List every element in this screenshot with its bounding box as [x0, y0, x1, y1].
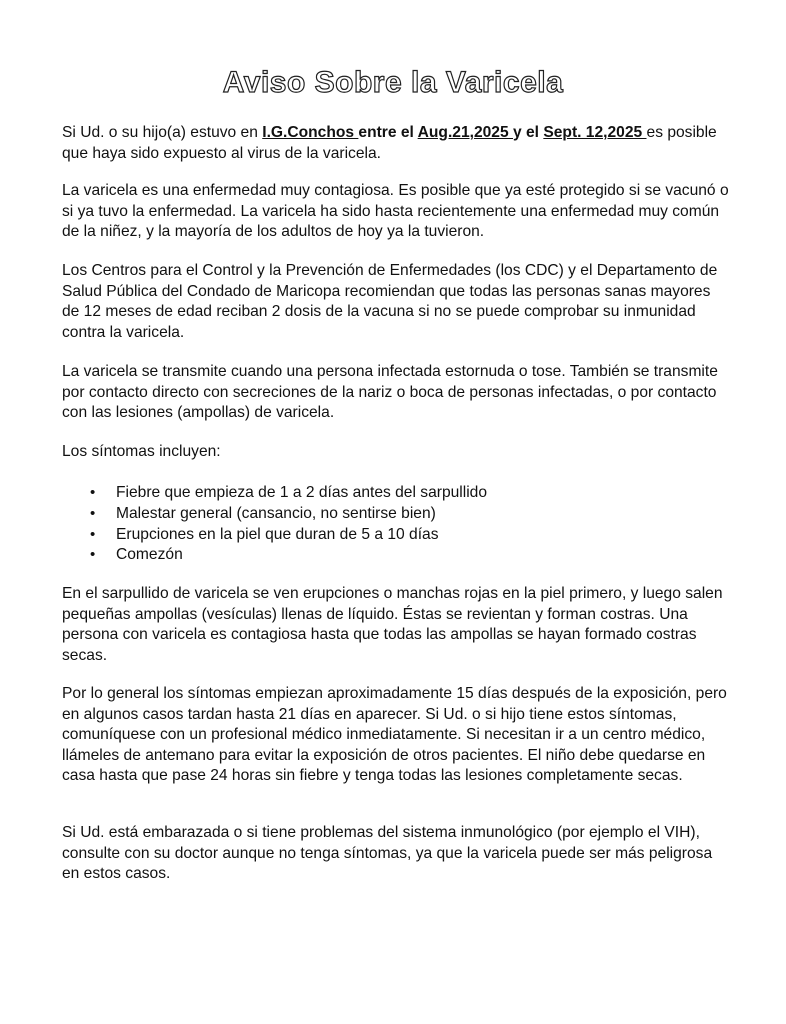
list-item — [62, 504, 722, 525]
exposure-end-date: Sept. 12,2025 — [543, 124, 647, 141]
bullet-icon: • — [90, 484, 96, 501]
exposure-connector: y el — [513, 124, 544, 141]
symptom-timeline-paragraph: Por lo general los síntomas empiezan aproximadamente 15 días después de la exposición, pero en algunos casos tardan hasta 21 días en aparecer. Si Ud. o si hijo tiene estos síntomas, comuníquese con un profesional médico inmediatamente. Si necesitan ir a un centro médico, llámeles de antemano para evitar la exposición de otros pacientes. El niño debe quedarse en casa hasta que pase 24 horas sin fiebre y tenga todas las lesiones completamente secas. — [62, 685, 727, 785]
bullet-icon: • — [90, 525, 96, 543]
exposure-start-date: Aug.21,2025 — [417, 124, 513, 141]
exposure-between: entre el — [358, 124, 418, 141]
page-title: Aviso Sobre la Varicela — [222, 66, 564, 99]
exposure-intro: Si Ud. o su hijo(a) estuvo en — [62, 124, 263, 141]
list-item — [62, 483, 722, 504]
symptom-text: Malestar general (cansancio, no sentirse bien) — [116, 504, 436, 522]
contagious-paragraph: La varicela es una enfermedad muy contagiosa. Es posible que ya esté protegido si se vacunó o si ya tuvo la enfermedad. La varicela ha sido hasta recientemente una enfermedad muy común de la niñez, y la mayoría de los adultos de hoy ya la tuvieron. — [62, 182, 729, 241]
exposure-location: I.G.Conchos — [262, 124, 359, 141]
symptoms-list — [62, 483, 722, 566]
cdc-recommendation-paragraph: Los Centros para el Control y la Prevención de Enfermedades (los CDC) y el Departamento de Salud Pública del Condado de Maricopa recomiendan que todas las personas sanas mayores de 12 meses de edad reciban 2 dosis de la vacuna si no se puede comprobar su inmunidad contra la varicela. — [62, 262, 718, 341]
list-item — [62, 525, 722, 546]
symptom-text: Erupciones en la piel que duran de 5 a 10 días — [116, 525, 439, 543]
rash-description-paragraph: En el sarpullido de varicela se ven erupciones o manchas rojas en la piel primero, y luego salen pequeñas ampollas (vesículas) llenas de líquido. Éstas se revientan y forman costras. Una persona con varicela es contagiosa hasta que todas las ampollas se hayan formado costras secas. — [62, 585, 723, 664]
bullet-icon: • — [90, 504, 96, 522]
bullet-icon: • — [90, 546, 96, 564]
list-item — [62, 545, 722, 566]
transmission-paragraph: La varicela se transmite cuando una persona infectada estornuda o tose. También se transmite por contacto directo con secreciones de la nariz o boca de personas infectadas, o por contacto con las lesiones (ampollas) de varicela. — [62, 363, 718, 422]
exposure-outro: es posible que haya sido expuesto al virus de la varicela. — [62, 124, 717, 162]
symptom-text: Comezón — [116, 546, 183, 564]
symptom-text: Fiebre que empieza de 1 a 2 días antes del sarpullido — [116, 484, 488, 501]
symptoms-heading: Los síntomas incluyen: — [62, 443, 221, 460]
high-risk-paragraph: Si Ud. está embarazada o si tiene problemas del sistema inmunológico (por ejemplo el VIH), consulte con su doctor aunque no tenga síntomas, ya que la varicela puede ser más peligrosa en estos casos. — [62, 824, 713, 883]
exposure-paragraph — [62, 123, 732, 164]
